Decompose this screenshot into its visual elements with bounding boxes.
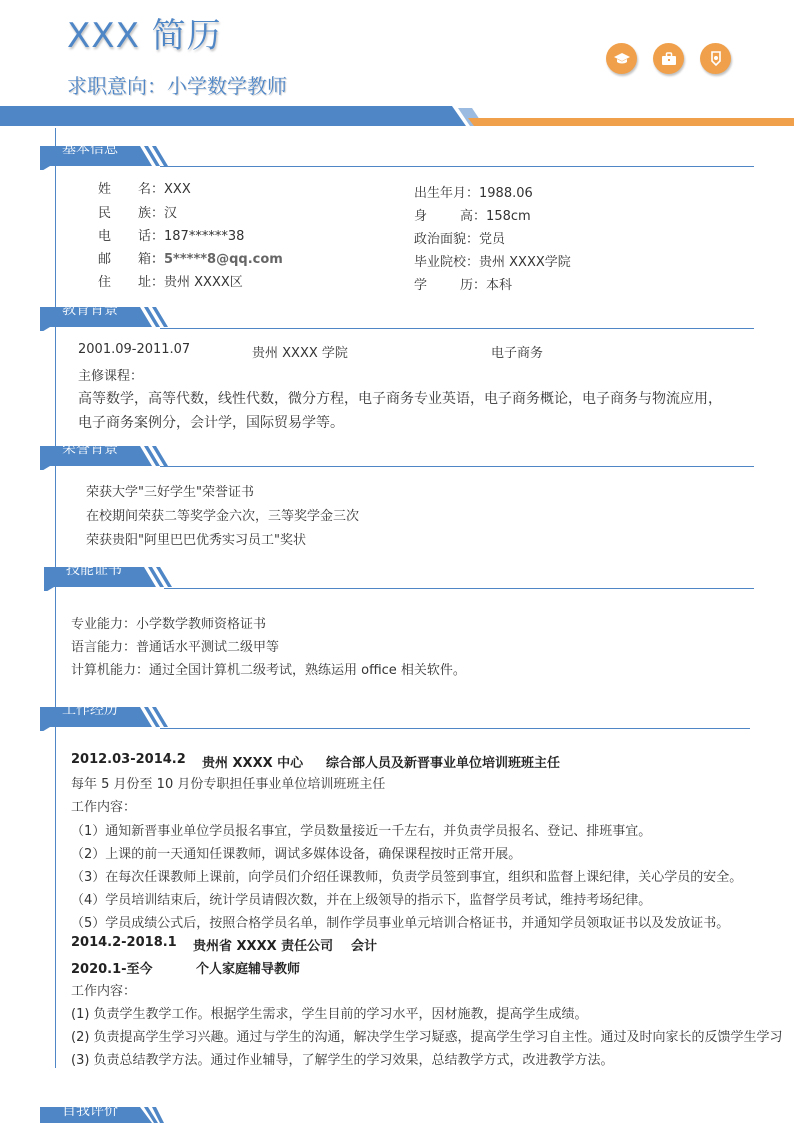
basic-info-value: ：汉	[151, 206, 178, 221]
job1-company: 贵州 XXXX 中心	[202, 756, 304, 771]
honor-item-2: 在校期间荣获二等奖学金六次，三等奖学金三次	[86, 509, 360, 524]
honor-item-3: 荣获贵阳"阿里巴巴优秀实习员工"奖状	[86, 533, 306, 548]
graduation-cap-icon	[606, 43, 637, 74]
basic-info-label: 名	[138, 182, 152, 197]
courses-label: 主修课程：	[78, 369, 144, 384]
basic-info-right-row: 身 高：158cm	[414, 209, 531, 224]
basic-info-label: 话	[138, 229, 152, 244]
job2-period: 2014.2-2018.1	[71, 935, 177, 950]
header-divider	[0, 106, 794, 128]
basic-info-value: ：贵州 XXXX区	[151, 275, 243, 290]
job3-content-label: 工作内容：	[71, 984, 137, 999]
job2-role: 会计	[351, 939, 378, 954]
basic-info-label: 箱	[138, 252, 152, 267]
resume-title: XXX 简历	[67, 16, 222, 56]
basic-info-row	[98, 202, 177, 221]
basic-info-row	[98, 178, 191, 197]
section-title-skills: 技能证书	[66, 562, 122, 578]
honor-item-1: 荣获大学"三好学生"荣誉证书	[86, 485, 254, 500]
basic-info-label: 址	[138, 275, 152, 290]
job1-item-2: （2）上课的前一天通知任课教师，调试多媒体设备，确保课程按时正常开展。	[71, 847, 522, 862]
section-rule-skills	[164, 588, 754, 589]
education-major: 电子商务	[491, 346, 544, 361]
skill-item-1: 专业能力：小学数学教师资格证书	[71, 617, 267, 632]
skill-item-3: 计算机能力：通过全国计算机二级考试，熟练运用 office 相关软件。	[71, 663, 466, 678]
basic-info-value: ：187******38	[151, 229, 245, 244]
skill-item-2: 语言能力：普通话水平测试二级甲等	[71, 640, 280, 655]
basic-info-row	[98, 271, 243, 290]
section-rule-honors	[160, 466, 754, 467]
job3-item-3: (3) 负责总结教学方法。通过作业辅导，了解学生的学习效果，总结教学方式，改进教学方法。	[71, 1053, 614, 1068]
job1-role: 综合部人员及新晋事业单位培训班班主任	[326, 756, 561, 771]
job1-item-3: （3）在每次任课教师上课前，向学员们介绍任课教师，负责学员签到事宜，组织和监督上课纪律，关心学员的安全。	[71, 870, 743, 885]
basic-info-right-row: 毕业院校：贵州 XXXX学院	[414, 255, 571, 270]
job1-item-1: （1）通知新晋事业单位学员报名事宜，学员数量接近一千左右，并负责学员报名、登记、排班事宜。	[71, 824, 652, 839]
section-title-education: 教育背景	[62, 302, 118, 318]
courses-line-1: 高等数学，高等代数，线性代数，微分方程，电子商务专业英语，电子商务概论，电子商务与物流应用，	[78, 391, 722, 407]
job2-company: 贵州省 XXXX 责任公司	[193, 939, 334, 954]
basic-info-label: 民	[98, 206, 112, 221]
section-title-basic: 基本信息	[62, 141, 118, 157]
job1-item-5: （5）学员成绩公式后，按照合格学员名单，制作学员事业单元培训合格证书，并通知学员领取证书以及发放证书。	[71, 916, 730, 931]
basic-info-right-row: 政治面貌：党员	[414, 232, 506, 247]
section-title-work: 工作经历	[62, 702, 118, 718]
basic-info-label: 姓	[98, 182, 112, 197]
job1-item-4: （4）学员培训结束后，统计学员请假次数，并在上级领导的指示下，监督学员考试，维持考场纪律。	[71, 893, 652, 908]
job3-period: 2020.1-至今	[71, 962, 153, 977]
job1-desc: 每年 5 月份至 10 月份专职担任事业单位培训班班主任	[71, 777, 386, 792]
basic-info-label: 电	[98, 229, 112, 244]
job3-role: 个人家庭辅导教师	[196, 962, 301, 977]
basic-info-row	[98, 248, 283, 267]
job1-content-label: 工作内容：	[71, 800, 137, 815]
basic-info-value: ：5*****8@qq.com	[151, 252, 283, 267]
section-title-self: 自我评价	[62, 1103, 118, 1119]
basic-info-label: 住	[98, 275, 112, 290]
courses-line-2: 电子商务案例分，会计学，国际贸易学等。	[78, 415, 344, 431]
education-school: 贵州 XXXX 学院	[252, 346, 348, 361]
section-rule-basic	[160, 166, 754, 167]
section-rule-work	[160, 728, 750, 729]
basic-info-row	[98, 225, 244, 244]
basic-info-right-row: 学 历：本科	[414, 278, 513, 293]
basic-info-value: ：XXX	[151, 182, 191, 197]
job3-item-2: (2) 负责提高学生学习兴趣。通过与学生的沟通，解决学生学习疑惑，提高学生学习自主性。通过及时向家长的反馈学生学习	[71, 1030, 783, 1045]
section-rule-education	[160, 328, 754, 329]
certificate-icon	[700, 43, 731, 74]
section-title-honors: 荣誉背景	[62, 441, 118, 457]
timeline-line	[55, 128, 56, 1068]
basic-info-label: 族	[138, 206, 152, 221]
briefcase-icon	[653, 43, 684, 74]
job1-period: 2012.03-2014.2	[71, 752, 186, 767]
job-objective: 求职意向：小学数学教师	[67, 74, 287, 98]
job3-item-1: (1) 负责学生教学工作。根据学生需求，学生目前的学习水平，因材施教，提高学生成绩。	[71, 1007, 588, 1022]
basic-info-right-row: 出生年月：1988.06	[414, 186, 533, 201]
education-period: 2001.09-2011.07	[78, 342, 191, 357]
basic-info-label: 邮	[98, 252, 112, 267]
